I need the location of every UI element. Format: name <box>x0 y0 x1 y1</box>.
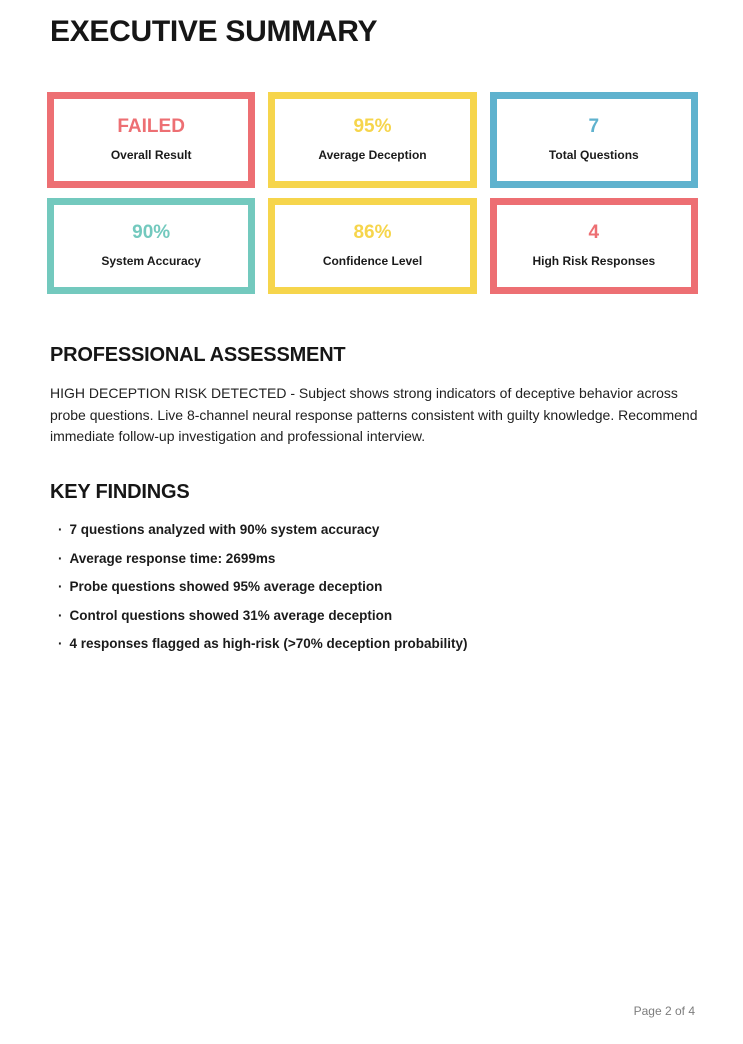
key-finding-item: · Probe questions showed 95% average deception <box>58 578 467 596</box>
stat-label: Overall Result <box>110 148 192 163</box>
stat-value: 90% <box>132 222 171 244</box>
stat-label: High Risk Responses <box>532 254 656 269</box>
key-finding-item: · Control questions showed 31% average deception <box>58 607 467 625</box>
stat-card-overall-result <box>47 92 255 188</box>
key-finding-item: · 4 responses flagged as high-risk (>70% deception probability) <box>58 635 467 653</box>
stat-label: Total Questions <box>548 148 639 163</box>
key-findings-list <box>58 521 467 664</box>
stat-value: 86% <box>353 222 392 244</box>
stat-card-average-deception <box>268 92 476 188</box>
stat-card-system-accuracy <box>47 198 255 294</box>
page-title: EXECUTIVE SUMMARY <box>50 15 378 48</box>
stat-value: FAILED <box>117 116 185 138</box>
key-finding-item: · Average response time: 2699ms <box>58 550 467 568</box>
stat-label: System Accuracy <box>101 254 201 269</box>
key-finding-item: · 7 questions analyzed with 90% system accuracy <box>58 521 467 539</box>
stat-label: Average Deception <box>318 148 427 163</box>
stat-value: 4 <box>588 222 600 244</box>
summary-stat-grid <box>47 92 698 294</box>
stat-value: 95% <box>353 116 392 138</box>
page-number: Page 2 of 4 <box>633 1004 695 1018</box>
findings-section-heading: KEY FINDINGS <box>50 481 190 503</box>
stat-label: Confidence Level <box>322 254 423 269</box>
stat-card-high-risk-responses <box>490 198 698 294</box>
stat-card-total-questions <box>490 92 698 188</box>
assessment-body-text: HIGH DECEPTION RISK DETECTED - Subject shows strong indicators of deceptive behavior across probe questions. Live 8-channel neural response patterns consistent with guilty knowledge. Recommend immediate follow-up investigation and professional interview. <box>50 385 698 444</box>
stat-value: 7 <box>588 116 600 138</box>
assessment-section-heading: PROFESSIONAL ASSESSMENT <box>50 344 346 366</box>
stat-card-confidence-level <box>268 198 476 294</box>
